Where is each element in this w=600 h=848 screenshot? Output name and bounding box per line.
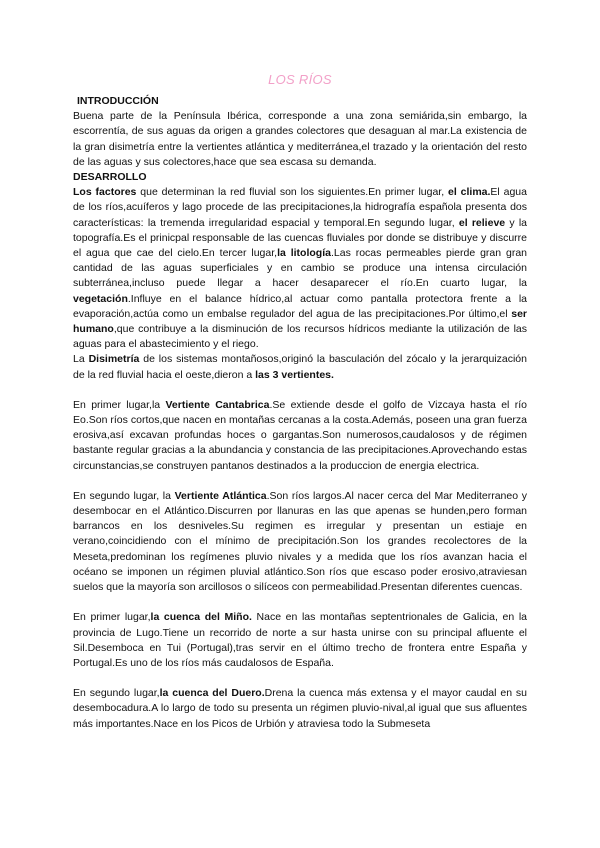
relieve-term: el relieve <box>458 216 506 229</box>
duero-term: la cuenca del Duero. <box>159 687 265 700</box>
text-run: .Se extiende desde el golfo de Vizcaya hasta el río Eo.Son ríos cortos,que nacen en montañas cercanas a la costa.Además, poseen una gran fuerza erosiva,así excavan profundas hoces o gargantas.Son numerosos,caudalosos y de régimen bastante regular gracias a la abundancia y constancia de las precipitaciones.Aprovechando estas circunstancias,se construyen pantanos destinados a la produccion de energia electrica. <box>73 398 527 472</box>
duero-paragraph <box>73 686 527 732</box>
paragraph-gap <box>73 383 527 398</box>
cantabrica-term: Vertiente Cantabrica <box>165 398 270 411</box>
page-title: LOS RÍOS <box>268 72 332 87</box>
mino-paragraph <box>73 610 527 671</box>
document-body <box>73 94 527 732</box>
text-run: La <box>73 353 89 366</box>
vegetacion-term: vegetación <box>73 292 128 305</box>
text-run: Drena la cuenca más extensa y el mayor caudal en su desembocadura.A lo largo de todo su presenta un régimen pluvio-nival,al igual que sus afluentes más importantes.Nace en los Picos de Urbión y atraviesa todo la Submeseta <box>73 687 528 730</box>
text-run: .Influye en el balance hídrico,al actuar como pantalla protectora frente a la evaporación,actúa como un embalse regulador del agua de las precipitaciones.Por último,el <box>73 292 527 320</box>
atlantica-term: Vertiente Atlántica <box>174 489 267 502</box>
clima-term: el clima. <box>448 186 491 199</box>
text-run: de los sistemas montañosos,originó la basculación del zócalo y la jerarquización de la red fluvial hacia el oeste,dieron a <box>73 353 527 381</box>
text-run: .Son ríos largos.Al nacer cerca del Mar Mediterraneo y desembocar en el Atlántico.Discurren por llanuras en las que apenas se hunden,pero forman barrancos en los desniveles.Su regimen es irregular y presentan un estiaje en verano,coincidiendo con el mínimo de precipitación.Son los grandes recolectores de la Meseta,predominan los regímenes pluvio nivales y a medida que los ríos avanzan hacia el océano se imponen un régimen pluvial atlántico.Son ríos que escaso poder erosivo,atraviesan suelos que la mayoría son arcillosos o silíceos con permeabilidad.Presentan diferentes cuencas. <box>73 489 527 594</box>
text-run: En primer lugar,la <box>73 398 166 411</box>
mino-term: la cuenca del Miño. <box>150 611 252 624</box>
text-run: que determinan la red fluvial son los siguientes.En primer lugar, <box>136 186 449 199</box>
vertientes-term: las 3 vertientes. <box>255 368 334 381</box>
disimetria-paragraph <box>73 352 527 382</box>
factores-term: Los factores <box>73 186 137 199</box>
desarrollo-heading: DESARROLLO <box>73 171 147 184</box>
text-run: El agua de los ríos,acuíferos y lago procede de las precipitaciones,la hidrografía española presenta dos características: la tremenda irregularidad espacial y temporal.En segundo lugar, <box>73 186 527 229</box>
factors-paragraph <box>73 185 527 352</box>
text-run: En segundo lugar, <box>73 687 160 700</box>
paragraph-gap <box>73 474 527 489</box>
text-run: En primer lugar, <box>73 611 151 624</box>
paragraph-gap <box>73 671 527 686</box>
humano-term: ser humano <box>73 307 527 336</box>
intro-heading: INTRODUCCIÓN <box>77 95 159 107</box>
litologia-term: la litología <box>277 247 331 260</box>
text-run: Nace en las montañas septentrionales de Galicia, en la provincia de Lugo.Tiene un recorrido de norte a sur hasta unirse con su principal afluente el Sil.Desemboca en Tui (Portugal),tras servir en el último trecho de frontera entre España y Portugal.Es uno de los ríos más caudalosos de España. <box>73 611 527 669</box>
paragraph-gap <box>73 595 527 610</box>
atlantica-paragraph <box>73 489 527 595</box>
text-run: .Las rocas permeables pierde gran gran cantidad de las aguas superficiales y en cambio se produce una intensa circulación subterránea,incluso puede llegar a hacer desaparecer el río.En cuarto lugar, la <box>73 247 527 290</box>
text-run: y la topografía.Es el prinicpal responsable de las cuencas fluviales por donde se distribuye y discurre el agua que cae del cielo.En tercer lugar, <box>73 216 527 260</box>
text-run: En segundo lugar, la <box>73 489 175 502</box>
text-run: ,que contribuye a la disminución de los recursos hídricos mediante la utilización de las aguas para el abastecimiento y el riego. <box>73 323 527 351</box>
intro-paragraph: Buena parte de la Península Ibérica, corresponde a una zona semiárida,sin embargo, la escorrentía, de sus aguas da origen a grandes colectores que desaguan al mar.La existencia de la gran disimetría entre la vertientes atlántica y mediterránea,el trazado y la orientación del resto de las aguas y sus colectores,hace que sea escasa su demanda. <box>73 110 527 168</box>
disimetria-term: Disimetría <box>88 353 140 366</box>
cantabrica-paragraph <box>73 398 527 474</box>
